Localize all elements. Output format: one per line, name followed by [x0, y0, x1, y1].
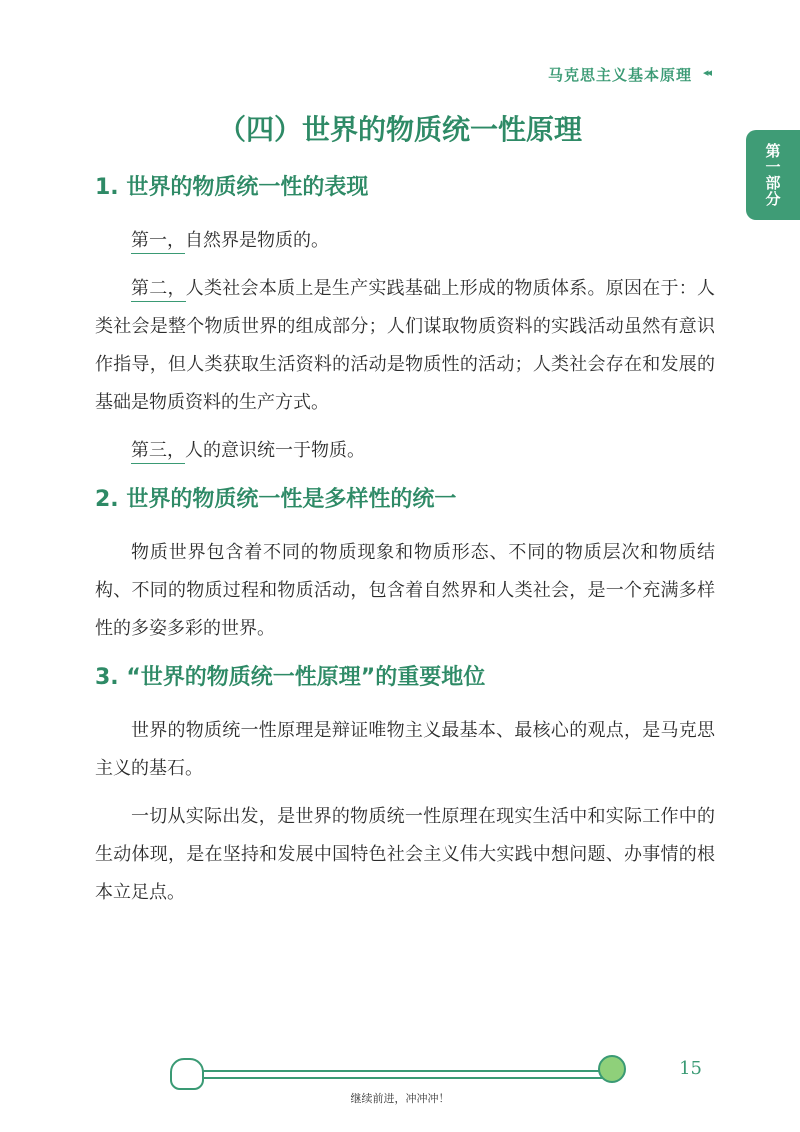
paragraph [95, 222, 715, 260]
paragraph-text: 人的意识统一于物质。 [185, 440, 365, 461]
paragraph [95, 432, 715, 470]
footer-mascot-icon [170, 1058, 204, 1090]
paragraph: 世界的物质统一性原理是辩证唯物主义最基本、最核心的观点，是马克思主义的基石。 [95, 720, 715, 779]
section-heading: 3. “世界的物质统一性原理”的重要地位 [95, 665, 486, 690]
section-2 [95, 480, 715, 648]
section-heading: 1. 世界的物质统一性的表现 [95, 175, 369, 200]
footer-slogan: 继续前进，冲冲冲！ [350, 1092, 450, 1105]
running-header: 马克思主义基本原理 [547, 66, 692, 84]
paragraph-text: 自然界是物质的。 [185, 230, 329, 251]
paragraph [95, 270, 715, 422]
section-1 [95, 168, 715, 470]
footer-rule [182, 1070, 610, 1079]
paragraph: 物质世界包含着不同的物质现象和物质形态、不同的物质层次和物质结构、不同的物质过程和物质活动，包含着自然界和人类社会，是一个充满多样性的多姿多彩的世界。 [95, 542, 715, 639]
paragraph-lead: 第二， [131, 278, 186, 302]
footer-ball-icon [598, 1055, 626, 1083]
paragraph-lead: 第一， [131, 230, 185, 254]
paragraph: 一切从实际出发，是世界的物质统一性原理在现实生活中和实际工作中的生动体现，是在坚持和发展中国特色社会主义伟大实践中想问题、办事情的根本立足点。 [95, 806, 715, 903]
paragraph-lead: 第三， [131, 440, 185, 464]
section-heading: 2. 世界的物质统一性是多样性的统一 [95, 487, 457, 512]
section-3 [95, 658, 715, 912]
content [95, 168, 715, 922]
paragraph-text: 人类社会本质上是生产实践基础上形成的物质体系。原因在于：人类社会是整个物质世界的组成部分；人们谋取物质资料的实践活动虽然有意识作指导，但人类获取生活资料的活动是物质性的活动；人类社会存在和发展的基础是物质资料的生产方式。 [95, 278, 716, 413]
part-tab-label: 第一部分 [763, 143, 782, 207]
page-number: 15 [679, 1058, 702, 1079]
double-arrow-icon: ◂◂ [702, 66, 710, 79]
page-title: （四）世界的物质统一性原理 [217, 113, 582, 146]
